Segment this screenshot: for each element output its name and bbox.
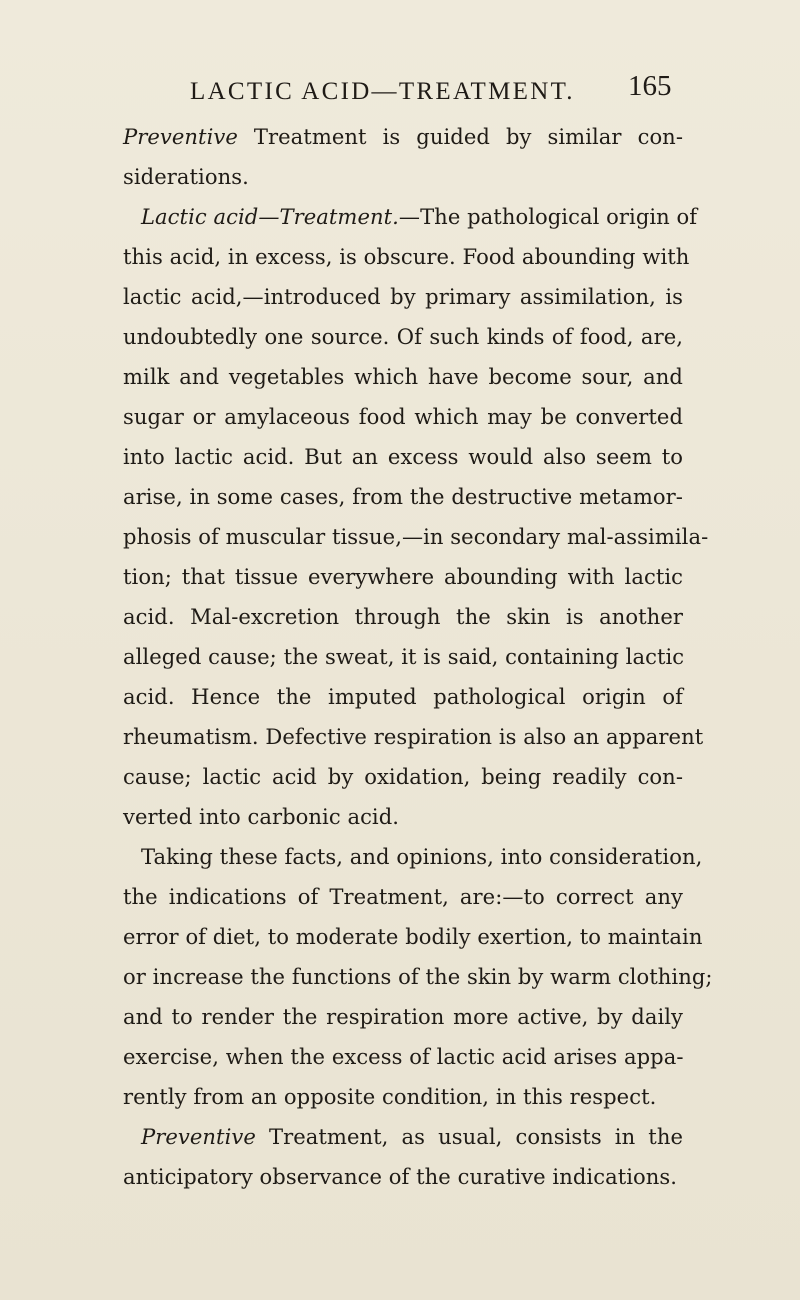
text-line (123, 837, 703, 877)
text-run: Taking these facts, and opinions, into consideration, (141, 844, 703, 869)
text-run: cause; lactic acid by oxidation, being readily con- (123, 764, 683, 789)
text-line (123, 1037, 683, 1077)
text-run: lactic acid,—introduced by primary assimilation, is (123, 284, 683, 309)
text-run: arise, in some cases, from the destructive metamor- (123, 484, 683, 509)
text-run: undoubtedly one source. Of such kinds of food, are, (123, 324, 683, 349)
text-run: and to render the respiration more active, by daily (123, 1004, 683, 1029)
text-line (123, 1117, 683, 1157)
text-line (123, 197, 698, 237)
text-run: this acid, in excess, is obscure. Food abounding with (123, 244, 690, 269)
text-line (123, 917, 703, 957)
text-line (123, 157, 683, 197)
text-run: Treatment is guided by similar con- (237, 124, 683, 149)
text-line (123, 797, 683, 837)
text-run: acid. Mal-excretion through the skin is another (123, 604, 683, 629)
text-run: Treatment, as usual, consists in the (255, 1124, 683, 1149)
text-line (123, 277, 683, 317)
text-line (123, 997, 683, 1037)
text-line (123, 557, 683, 597)
text-run: sugar or amylaceous food which may be converted (123, 404, 683, 429)
text-run: the indications of Treatment, are:—to correct any (123, 884, 683, 909)
text-line (123, 357, 683, 397)
text-line (123, 517, 709, 557)
text-run: or increase the functions of the skin by warm clothing; (123, 964, 713, 989)
italic-run: Lactic acid—Treatment. (141, 204, 399, 229)
text-line (123, 717, 704, 757)
text-line (123, 677, 683, 717)
text-run: phosis of muscular tissue,—in secondary mal-assimila- (123, 524, 709, 549)
text-run: exercise, when the excess of lactic acid arises appa- (123, 1044, 684, 1069)
text-line (123, 597, 683, 637)
text-run: alleged cause; the sweat, it is said, containing lactic (123, 644, 685, 669)
text-line (123, 1077, 683, 1117)
text-run: —The pathological origin of (398, 204, 698, 229)
text-line (123, 477, 683, 517)
text-run: rheumatism. Defective respiration is also an apparent (123, 724, 704, 749)
italic-run: Preventive (141, 1124, 256, 1149)
text-line (123, 397, 683, 437)
text-line (123, 237, 690, 277)
text-line (123, 1157, 683, 1197)
text-run: error of diet, to moderate bodily exertion, to maintain (123, 924, 703, 949)
page-header (0, 70, 800, 110)
text-run: anticipatory observance of the curative indications. (123, 1164, 678, 1189)
text-line (123, 877, 683, 917)
text-line (123, 757, 683, 797)
text-line (123, 117, 683, 157)
text-run: rently from an opposite condition, in this respect. (123, 1084, 657, 1109)
text-run: acid. Hence the imputed pathological origin of (123, 684, 683, 709)
body-text (123, 117, 713, 1197)
page-number: 165 (628, 70, 672, 102)
italic-run: Preventive (123, 124, 238, 149)
running-head: LACTIC ACID—TREATMENT. (190, 78, 575, 105)
text-run: into lactic acid. But an excess would also seem to (123, 444, 683, 469)
text-line (123, 437, 683, 477)
text-run: tion; that tissue everywhere abounding with lactic (123, 564, 683, 589)
text-run: siderations. (123, 164, 249, 189)
text-line (123, 957, 713, 997)
text-run: milk and vegetables which have become sour, and (123, 364, 683, 389)
text-run: verted into carbonic acid. (123, 804, 400, 829)
text-line (123, 637, 683, 677)
text-line (123, 317, 683, 357)
